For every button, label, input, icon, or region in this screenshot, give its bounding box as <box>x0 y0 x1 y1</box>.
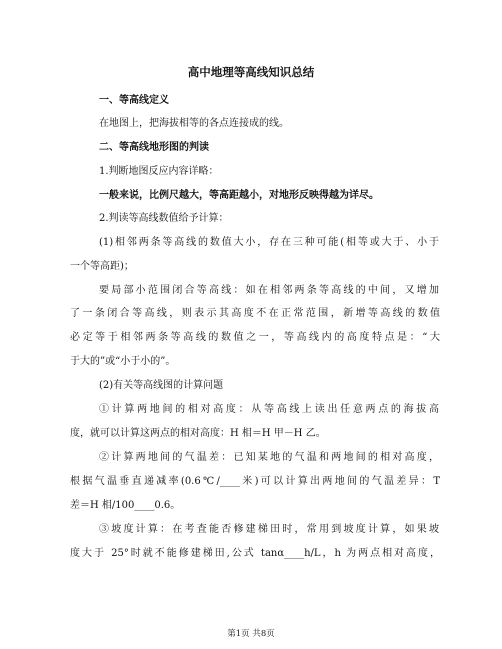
heading-reading: 二、等高线地形图的判读 <box>99 142 209 153</box>
paragraph-1-line-1: (1)相邻两条等高线的数值大小，存在三种可能(相等或大于、小于 <box>99 237 439 248</box>
paragraph-2-line-1: 要局部小范围闭合等高线：如在相邻两条等高线的中间，又增加 <box>99 285 439 296</box>
paragraph-definition: 在地图上，把海拔相等的各点连接成的线。 <box>99 118 289 129</box>
paragraph-2-line-4: 于大的”或“小于小的”。 <box>70 356 176 367</box>
document-title: 高中地理等高线知识总结 <box>187 65 315 79</box>
subheading-1: 1.判断地图反应内容详略： <box>99 166 219 177</box>
calc-2-line-1: ②计算两地间的气温差：已知某地的气温和两地间的相对高度， <box>99 452 439 463</box>
heading-definition: 一、等高线定义 <box>99 95 169 106</box>
paragraph-2-line-3: 必定等于相邻两条等高线的数值之一，等高线内的高度特点是：“大 <box>70 332 440 343</box>
calc-2-line-2: 根据气温垂直递减率(0.6℃/____米)可以计算出两地间的气温差异：T <box>70 476 440 487</box>
calc-1-line-1: ①计算两地间的相对高度：从等高线上读出任意两点的海拔高 <box>99 404 439 415</box>
subheading-2: 2.判读等高线数值给予计算： <box>99 213 229 224</box>
paragraph-1-line-2: 一个等高距)； <box>70 261 134 272</box>
calc-2-line-3: 差＝H 相/100____0.6。 <box>70 500 181 511</box>
subheading-calc: (2)有关等高线图的计算问题 <box>99 380 224 391</box>
paragraph-bold-summary: 一般来说，比例尺越大，等高距越小，对地形反映得越为详尽。 <box>99 190 379 201</box>
calc-1-line-2: 度，就可以计算这两点的相对高度：H 相＝H 甲－H 乙。 <box>70 428 326 439</box>
calc-3-line-2: 度大于 25°时就不能修建梯田,公式 tanα____h/L，h 为两点相对高度， <box>70 548 440 559</box>
calc-3-line-1: ③坡度计算：在考査能否修建梯田时，常用到坡度计算，如果坡 <box>99 524 439 535</box>
page-footer: 第1页 共8页 <box>227 629 275 639</box>
paragraph-2-line-2: 了一条闭合等高线，则表示其高度不在正常范围，新增等高线的数值 <box>70 308 440 319</box>
